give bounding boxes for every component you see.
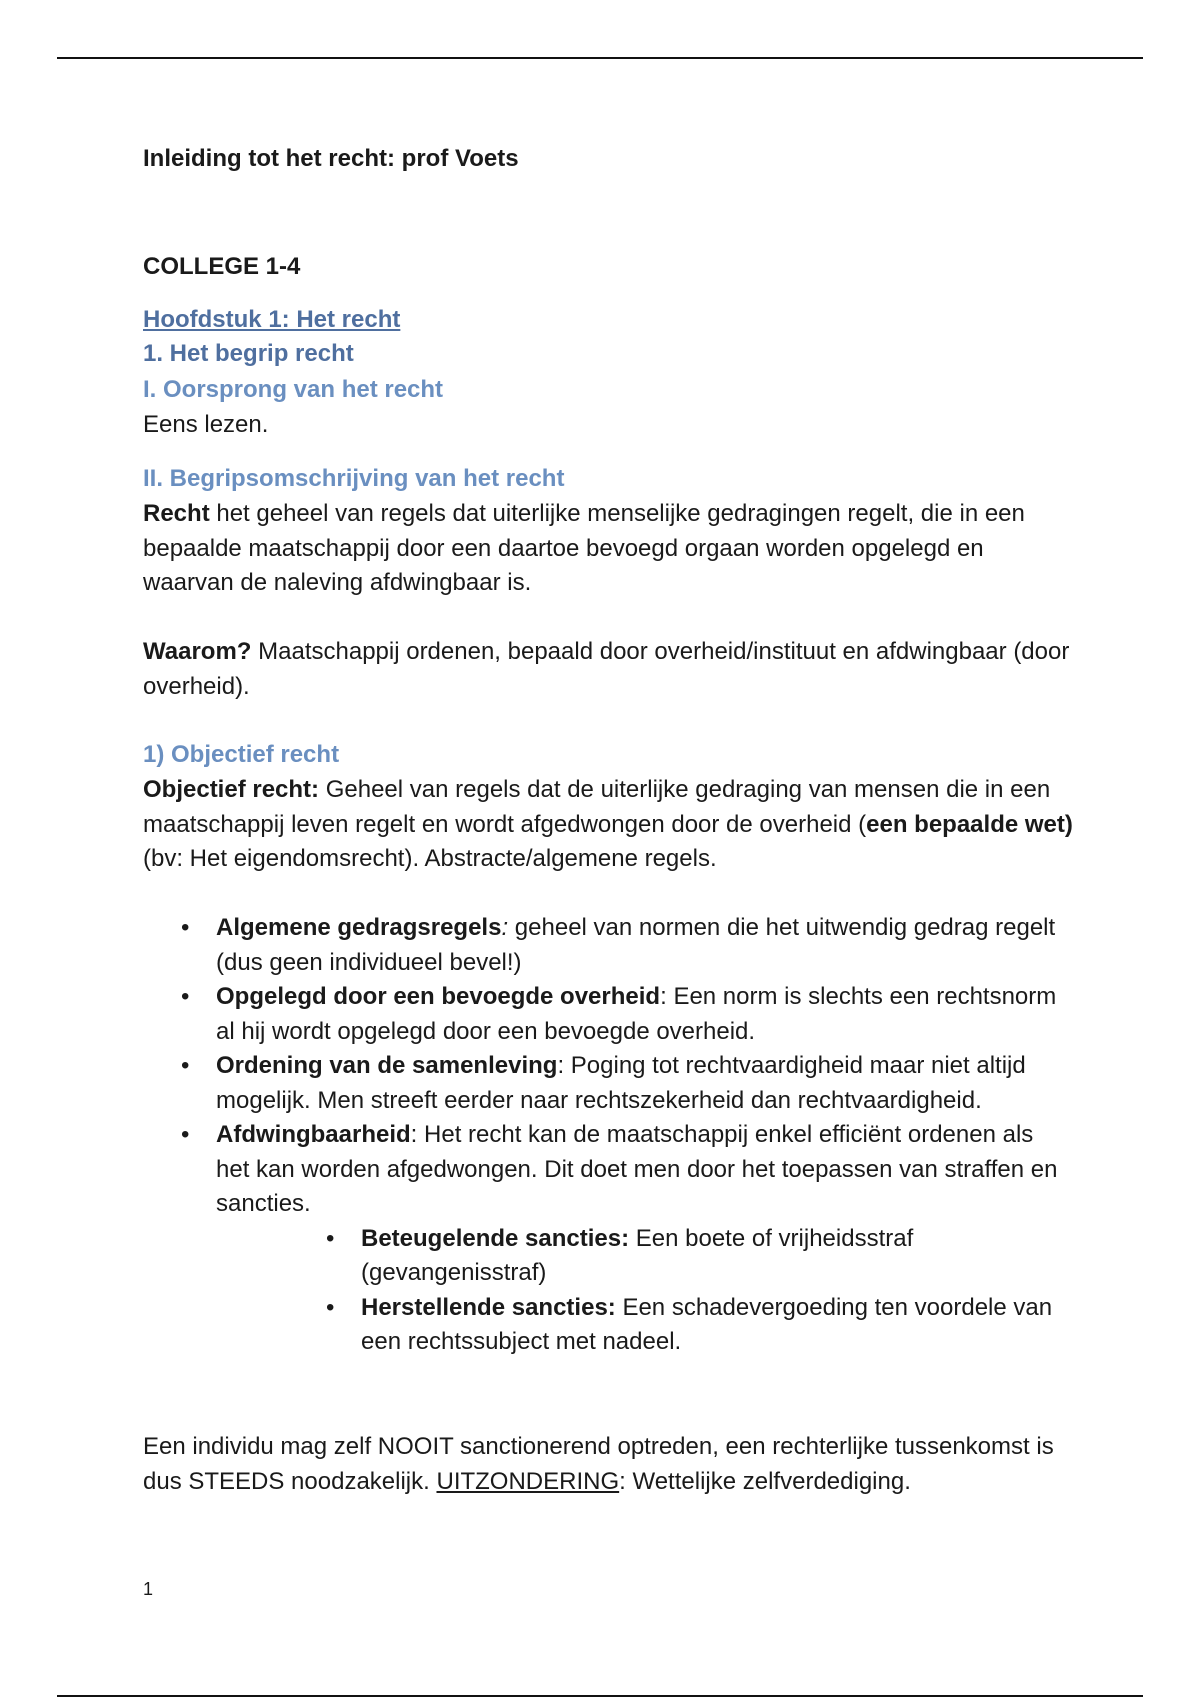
sublist-item <box>216 1291 1073 1360</box>
characteristics-list <box>143 911 1073 1360</box>
list-item-term: Algemene gedragsregels <box>216 914 502 941</box>
recht-term: Recht <box>143 500 210 527</box>
obj-text-2: (bv: Het eigendomsrecht). Abstracte/algemene regels. <box>143 845 717 872</box>
exception-term: UITZONDERING <box>436 1467 620 1495</box>
recht-text: het geheel van regels dat uiterlijke menselijke gedragingen regelt, die in een bepaalde maatschappij door een daartoe bevoegd orgaan worden opgelegd en waarvan de naleving afdwingbaar is. <box>143 500 1025 596</box>
list-item <box>143 980 1073 1049</box>
list-item-term: Afdwingbaarheid <box>216 1121 411 1148</box>
bullet-icon: • <box>181 983 190 1010</box>
list-item-sep: : <box>410 1121 425 1148</box>
sublist-item <box>216 1222 1073 1291</box>
sublist-item-text: Een schadevergoeding ten voordele van een rechtssubject met nadeel. <box>361 1293 1053 1355</box>
sublist-item-term: Herstellende sancties: <box>361 1293 616 1321</box>
obj-bold: een bepaalde wet) <box>866 810 1073 838</box>
list-item-sep: : <box>501 914 515 941</box>
list-item <box>143 1049 1073 1118</box>
sublist-item-term: Beteugelende sancties: <box>361 1224 630 1252</box>
why-paragraph <box>143 635 1073 704</box>
subheading-objective: 1) Objectief recht <box>143 741 340 768</box>
obj-term: Objectief recht: <box>143 776 320 803</box>
list-item <box>143 1118 1073 1360</box>
list-item-text: geheel van normen die het uitwendig gedrag regelt (dus geen individueel bevel!) <box>216 914 1056 976</box>
top-divider <box>57 57 1143 59</box>
sanctions-sublist <box>216 1222 1073 1360</box>
indiv-text-2: : Wettelijke zelfverdediging. <box>619 1467 911 1495</box>
bullet-icon: • <box>181 1052 190 1079</box>
indiv-text-1: Een individu mag zelf NOOIT sanctionerend optreden, een rechterlijke tussenkomst is dus STEEDS noodzakelijk. <box>143 1433 1054 1495</box>
origin-text: Eens lezen. <box>143 411 269 438</box>
college-heading: COLLEGE 1-4 <box>143 253 301 280</box>
list-item-term: Ordening van de samenleving <box>216 1052 558 1079</box>
bullet-icon: • <box>326 1293 335 1321</box>
chapter-heading: Hoofdstuk 1: Het recht <box>143 306 401 333</box>
objective-paragraph <box>143 773 1073 877</box>
page-number: 1 <box>143 1579 154 1599</box>
list-item-text: Poging tot rechtvaardigheid maar niet altijd mogelijk. Men streeft eerder naar rechtszekerheid dan rechtvaardigheid. <box>216 1052 1026 1114</box>
waarom-term: Waarom? <box>143 638 252 665</box>
list-item-term: Opgelegd door een bevoegde overheid <box>216 983 661 1010</box>
subheading-origin: I. Oorsprong van het recht <box>143 376 444 403</box>
section-heading: 1. Het begrip recht <box>143 340 354 367</box>
list-item-text: Een norm is slechts een rechtsnorm al hij wordt opgelegd door een bevoegde overheid. <box>216 983 1057 1045</box>
list-item-text: Het recht kan de maatschappij enkel efficiënt ordenen als het kan worden afgedwongen. Dit doet men door het toepassen van straffen en sancties. <box>216 1121 1058 1217</box>
individual-paragraph <box>143 1430 1073 1499</box>
sublist-item-text: Een boete of vrijheidsstraf (gevangenisstraf) <box>361 1224 914 1286</box>
subheading-definition: II. Begripsomschrijving van het recht <box>143 465 565 492</box>
definition-paragraph <box>143 497 1073 601</box>
bottom-divider <box>57 1695 1143 1697</box>
document-title: Inleiding tot het recht: prof Voets <box>143 145 519 172</box>
list-item-sep: : <box>557 1052 571 1079</box>
bullet-icon: • <box>326 1224 335 1252</box>
bullet-icon: • <box>181 1121 190 1148</box>
obj-text-1: Geheel van regels dat de uiterlijke gedraging van mensen die in een maatschappij leven regelt en wordt afgedwongen door de overheid ( <box>143 776 1051 838</box>
list-item <box>143 911 1073 980</box>
list-item-sep: : <box>660 983 674 1010</box>
waarom-text: Maatschappij ordenen, bepaald door overheid/instituut en afdwingbaar (door overheid). <box>143 638 1070 700</box>
bullet-icon: • <box>181 914 190 941</box>
